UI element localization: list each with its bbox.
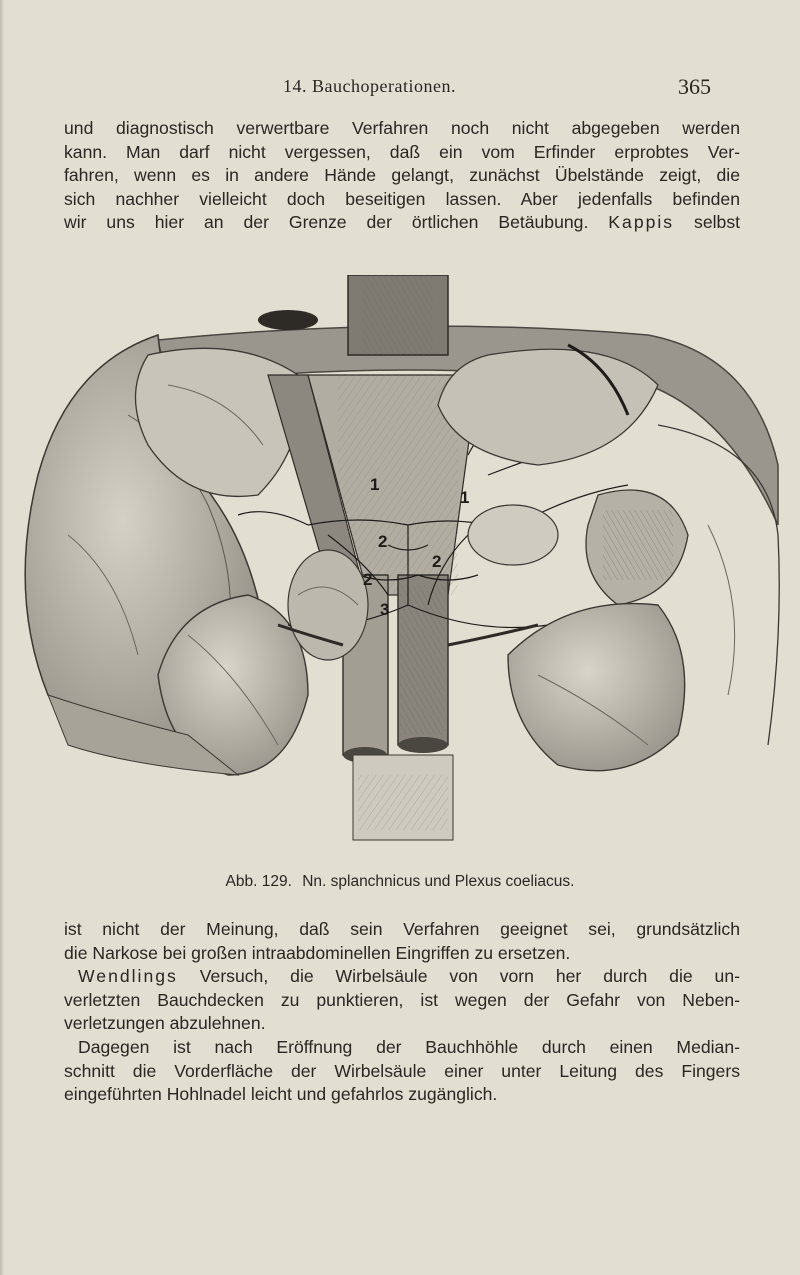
text-line: sich nachher vielleicht doch beseitigen lassen. Aber jedenfalls befinden	[64, 188, 740, 209]
text-line: verletzungen abzulehnen.	[64, 1013, 266, 1034]
figure-illustration	[8, 275, 793, 865]
author-name-wendlings: Wendlings	[78, 966, 178, 987]
figure-label: 3	[380, 600, 390, 619]
author-name-kappis: Kappis	[608, 212, 675, 233]
caption-label: Abb. 129.	[225, 873, 292, 890]
text-fragment: selbst	[694, 212, 741, 233]
text-line: verletzten Bauchdecken zu punktieren, ist wegen der Gefahr von Neben-	[64, 989, 740, 1010]
text-line: und diagnostisch verwertbare Verfahren noch nicht abgegeben werden	[64, 118, 740, 138]
text-line: die Narkose bei großen intraabdominellen Eingriffen zu ersetzen.	[64, 942, 571, 963]
pancreas	[468, 505, 558, 565]
paragraph-top	[64, 117, 740, 235]
paragraph-bottom	[64, 918, 740, 1107]
caption-text: Nn. splanchnicus und Plexus coeliacus.	[302, 873, 575, 890]
text-line	[64, 211, 740, 235]
text-line: ist nicht der Meinung, daß sein Verfahren geeignet sei, grundsätzlich	[64, 919, 740, 939]
text-line: fahren, wenn es in andere Hände gelangt, zunächst Übelstände zeigt, die	[64, 165, 740, 186]
text-line: Dagegen ist nach Eröffnung der Bauchhöhle durch einen Median-	[78, 1036, 740, 1057]
figure-caption	[0, 873, 800, 891]
text-line: kann. Man darf nicht vergessen, daß ein vom Erfinder erprobtes Ver-	[64, 141, 740, 162]
figure-label: 1	[460, 488, 470, 507]
running-head	[0, 76, 800, 102]
text-fragment: Versuch, die Wirbelsäule von vorn her durch die un-	[199, 966, 740, 987]
page-number: 365	[678, 74, 711, 99]
text-line: schnitt die Vorderfläche der Wirbelsäule einer unter Leitung des Fingers	[64, 1060, 740, 1081]
colon-right	[508, 604, 685, 771]
text-fragment: wir uns hier an der Grenze der örtlichen Betäubung.	[64, 212, 589, 233]
text-line: eingeführten Hohlnadel leicht und gefahrlos zugänglich.	[64, 1084, 498, 1105]
text-line	[64, 965, 740, 989]
figure-label: 2	[363, 570, 373, 589]
figure-label: 1	[370, 475, 380, 494]
figure-label: 2	[378, 532, 388, 551]
running-title: 14. Bauchoperationen.	[283, 76, 456, 96]
page-edge	[0, 0, 4, 1275]
anatomical-figure	[8, 275, 793, 865]
figure-label: 2	[432, 552, 442, 571]
